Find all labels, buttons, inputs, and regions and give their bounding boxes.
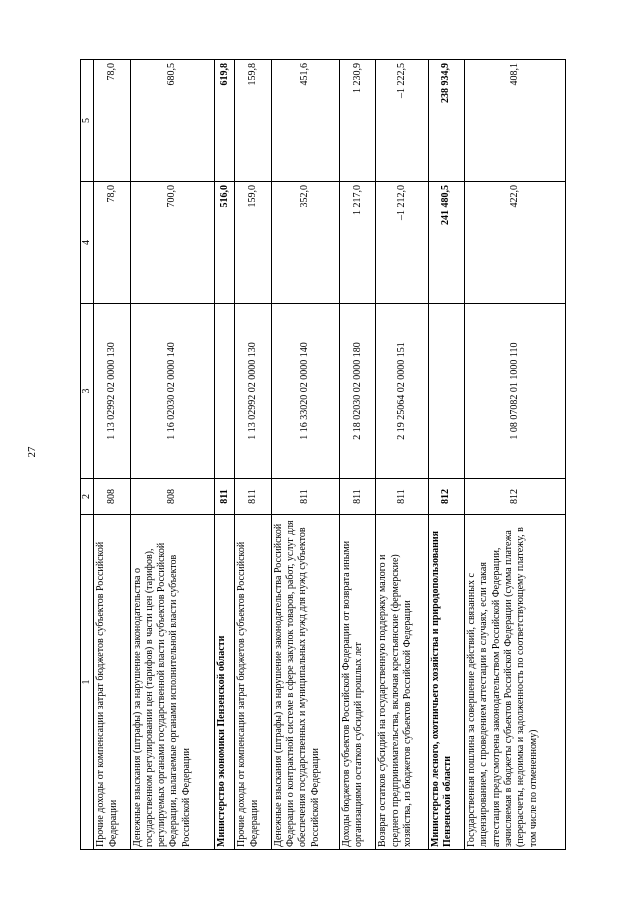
row-name-cell: Денежные взыскания (штрафы) за нарушение законодательства Российской Федерации о контрактной системе в сфере закупок товаров, работ, услуг для обеспечения государственных и муниципальных нужд для нужд субъектов Российской Федерации [271,515,340,850]
row-actual-value-cell: –1 222,5 [376,60,428,182]
row-name-cell: Министерство лесного, охотничьего хозяйства и природопользования Пензенской области [428,515,464,850]
row-actual-value-cell: 619,8 [215,60,235,182]
table-row [235,60,271,850]
table-row [465,60,566,850]
row-actual-value-cell: 159,8 [235,60,271,182]
row-budget-code-cell [215,304,235,479]
rotated-table-container [80,60,566,850]
table-body [94,60,566,850]
row-plan-value-cell: 422,0 [465,182,566,304]
header-col-5: 5 [81,60,94,182]
row-budget-code-cell: 1 13 02992 02 0000 130 [235,304,271,479]
row-plan-value-cell: 352,0 [271,182,340,304]
row-name-cell: Государственная пошлина за совершение действий, связанных с лицензированием, с проведением аттестации в случаях, если такая аттестация предусмотрена законодательством Российской Федерации, зачисляемая в бюджеты субъектов Российской Федерации (сумма платежа (перерасчеты, недоимка и задолженность по соответствующему платежу, в том числе по отмененному) [465,515,566,850]
table-row [428,60,464,850]
table-row [215,60,235,850]
row-admin-code-cell: 808 [94,479,130,515]
row-name-cell: Денежные взыскания (штрафы) за нарушение законодательства о государственном регулировании цен (тарифов) в части цен (тарифов), регулируемых органами государственной власти субъектов Российской Федерации, налагаемые органами исполнительной власти субъектов Российской Федерации [130,515,215,850]
row-admin-code-cell: 811 [235,479,271,515]
row-plan-value-cell: 241 480,5 [428,182,464,304]
row-admin-code-cell: 811 [271,479,340,515]
header-col-1: 1 [81,515,94,850]
row-admin-code-cell: 811 [340,479,376,515]
row-actual-value-cell: 451,6 [271,60,340,182]
row-admin-code-cell: 812 [465,479,566,515]
row-budget-code-cell: 2 18 02030 02 0000 180 [340,304,376,479]
row-actual-value-cell: 408,1 [465,60,566,182]
table-row [376,60,428,850]
header-col-3: 3 [81,304,94,479]
row-name-cell: Прочие доходы от компенсации затрат бюджетов субъектов Российской Федерации [235,515,271,850]
row-admin-code-cell: 811 [215,479,235,515]
row-admin-code-cell: 808 [130,479,215,515]
row-budget-code-cell: 1 13 02992 02 0000 130 [94,304,130,479]
table-row [94,60,130,850]
row-actual-value-cell: 680,5 [130,60,215,182]
row-name-cell: Доходы бюджетов субъектов Российской Федерации от возврата иными организациями остатков субсидий прошлых лет [340,515,376,850]
header-col-4: 4 [81,182,94,304]
row-actual-value-cell: 78,0 [94,60,130,182]
row-admin-code-cell: 811 [376,479,428,515]
row-plan-value-cell: 516,0 [215,182,235,304]
row-actual-value-cell: 238 934,9 [428,60,464,182]
row-name-cell: Министерство экономики Пензенской области [215,515,235,850]
row-plan-value-cell: 159,0 [235,182,271,304]
row-name-cell: Возврат остатков субсидий на государственную поддержку малого и среднего предпринимательства, включая крестьянские (фермерские) хозяйства, из бюджетов субъектов Российской Федерации [376,515,428,850]
row-name-cell: Прочие доходы от компенсации затрат бюджетов субъектов Российской Федерации [94,515,130,850]
revenue-table [80,59,566,850]
table-row [271,60,340,850]
row-budget-code-cell: 1 16 33020 02 0000 140 [271,304,340,479]
row-budget-code-cell [428,304,464,479]
row-plan-value-cell: 78,0 [94,182,130,304]
table-row [130,60,215,850]
row-admin-code-cell: 812 [428,479,464,515]
page-number: 27 [26,446,38,458]
table-row [340,60,376,850]
row-budget-code-cell: 1 16 02030 02 0000 140 [130,304,215,479]
row-plan-value-cell: –1 212,0 [376,182,428,304]
row-budget-code-cell: 2 19 25064 02 0000 151 [376,304,428,479]
row-plan-value-cell: 700,0 [130,182,215,304]
header-col-2: 2 [81,479,94,515]
row-actual-value-cell: 1 230,9 [340,60,376,182]
row-plan-value-cell: 1 217,0 [340,182,376,304]
row-budget-code-cell: 1 08 07082 01 1000 110 [465,304,566,479]
table-header-row [81,60,94,850]
